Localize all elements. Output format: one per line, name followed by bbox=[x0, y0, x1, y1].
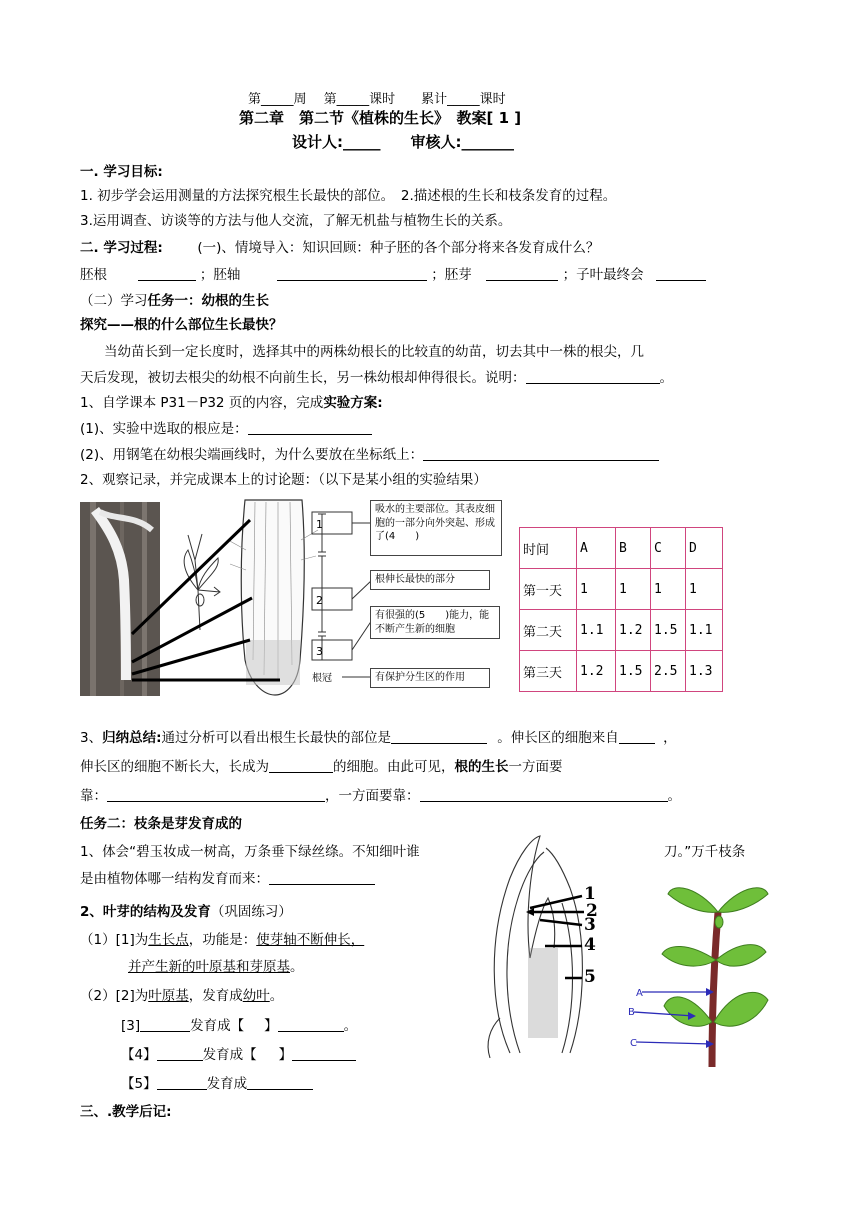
stem-label-a: A bbox=[636, 988, 643, 999]
question-2 bbox=[80, 443, 659, 463]
blank-reason-2[interactable] bbox=[420, 787, 668, 802]
summary-line-2 bbox=[80, 755, 563, 775]
root-cap-label: 根冠 bbox=[312, 673, 332, 684]
stem-diagram bbox=[628, 882, 788, 1072]
blank-q1[interactable] bbox=[248, 420, 372, 435]
task1-prefix: （二）学习 bbox=[80, 293, 148, 309]
table-header-cell: B bbox=[616, 528, 651, 569]
annotation-elongation-zone: 根伸长最快的部分 bbox=[370, 570, 490, 590]
label-ziye: ；子叶最终会 bbox=[562, 267, 644, 283]
annotation-meristem-zone: 有很强的(5 )能力，能不断产生新的细胞 bbox=[370, 606, 500, 639]
blank-4a[interactable] bbox=[157, 1046, 203, 1061]
process-line bbox=[80, 236, 599, 256]
blank-peigen[interactable] bbox=[138, 266, 196, 281]
bud-label-2: 2 bbox=[586, 901, 598, 921]
bud-heading bbox=[80, 900, 292, 920]
blank-reason-1[interactable] bbox=[107, 787, 325, 802]
bud-item-1 bbox=[80, 928, 364, 948]
blank-3b[interactable] bbox=[278, 1017, 344, 1032]
table-cell: 第二天 bbox=[520, 610, 577, 651]
line3c-text: 靠： bbox=[80, 788, 107, 804]
bud-label-5: 5 bbox=[584, 967, 596, 987]
answer-young-leaf: 幼叶 bbox=[242, 988, 270, 1004]
q2-text: (2)、用钢笔在幼根尖端画线时，为什么要放在坐标纸上： bbox=[80, 447, 424, 463]
table-cell: 1.2 bbox=[616, 610, 651, 651]
week-lesson-line: 第_____周 第_____课时 累计_____课时 bbox=[248, 92, 506, 107]
table-cell: 1.5 bbox=[616, 651, 651, 692]
l2c: ，发育成 bbox=[188, 988, 243, 1004]
table-cell: 1.5 bbox=[651, 610, 686, 651]
table-cell: 1 bbox=[651, 569, 686, 610]
answer-growth-point: 生长点 bbox=[148, 932, 189, 948]
step3-num: 3、 bbox=[80, 730, 103, 746]
bud-item-5 bbox=[121, 1072, 313, 1092]
line3b-bold: 根的生长 bbox=[454, 759, 509, 775]
table-row bbox=[520, 569, 723, 610]
task1-heading: 任务一：幼根的生长 bbox=[147, 293, 269, 309]
growth-table bbox=[519, 527, 723, 692]
step1-bold: 实验方案: bbox=[323, 395, 383, 411]
label-peigen: 胚根 bbox=[80, 267, 107, 283]
table-cell: 第一天 bbox=[520, 569, 577, 610]
label-peiya: ；胚芽 bbox=[431, 267, 472, 283]
goal-line-1: 1. 初步学会运用测量的方法探究根生长最快的部位。 2.描述根的生长和枝条发育的过程。 bbox=[80, 188, 617, 204]
answer-function: 使芽轴不断伸长， bbox=[256, 932, 365, 948]
seedling-sketch bbox=[184, 534, 220, 630]
task1-line bbox=[80, 289, 269, 309]
explore-heading: 探究——根的什么部位生长最快？ bbox=[80, 317, 283, 333]
bud-item-1-cont bbox=[128, 955, 304, 975]
stem-label-c: C bbox=[630, 1038, 637, 1049]
bud-item-2 bbox=[80, 984, 283, 1004]
step3-bold: 归纳总结: bbox=[102, 730, 162, 746]
l5b: 发育成 bbox=[206, 1076, 248, 1092]
summary-line-3 bbox=[80, 784, 681, 804]
blank-peiya[interactable] bbox=[486, 266, 558, 281]
comma: ， bbox=[663, 730, 677, 746]
blank-branch-origin[interactable] bbox=[269, 870, 375, 885]
question-1 bbox=[80, 417, 372, 437]
line3b-text-2: 的细胞。由此可见， bbox=[333, 759, 455, 775]
table-cell: 1.2 bbox=[577, 651, 616, 692]
paragraph-line-2: 天后发现，被切去根尖的幼根不向前生长，另一株幼根却伸得很长。说明： 。 bbox=[80, 370, 673, 386]
intro-text: (一)、情境导入：知识回顾：种子胚的各个部分将来各发育成什么？ bbox=[197, 240, 600, 256]
table-row bbox=[520, 651, 723, 692]
l1a: （1）[1]为 bbox=[80, 932, 149, 948]
branch-origin-line bbox=[80, 867, 375, 887]
answer-function-cont: 并产生新的叶原基和芽原基 bbox=[128, 959, 290, 975]
annotation-hair-zone: 吸水的主要部位。其表皮细胞的一部分向外突起、形成了(4 ) bbox=[370, 500, 502, 556]
zone-label-1: 1 bbox=[316, 518, 323, 531]
table-cell: 1 bbox=[616, 569, 651, 610]
bud-label-3: 3 bbox=[584, 915, 596, 935]
paragraph-line-1: 当幼苗长到一定长度时，选择其中的两株幼根长的比较直的幼苗，切去其中一株的根尖，几 bbox=[104, 344, 644, 360]
blank-q2[interactable] bbox=[423, 446, 659, 461]
l4a: 【4】 bbox=[121, 1047, 157, 1063]
l4b: 发育成【 bbox=[202, 1047, 257, 1063]
blank-5b[interactable] bbox=[247, 1075, 313, 1090]
table-cell: 1.3 bbox=[686, 651, 723, 692]
answer-leaf-primordium: 叶原基 bbox=[148, 988, 189, 1004]
line3c-period: 。 bbox=[667, 788, 681, 804]
bud-item-4 bbox=[121, 1043, 356, 1063]
l3a: [3] bbox=[121, 1018, 141, 1034]
section3-heading: 三、.教学后记: bbox=[80, 1104, 172, 1120]
label-peizhou: ；胚轴 bbox=[199, 267, 241, 283]
blank-cell-source[interactable] bbox=[619, 729, 655, 744]
l1c: ，功能是： bbox=[188, 932, 257, 948]
leaf-bud-diagram bbox=[470, 828, 630, 1068]
zone-label-2: 2 bbox=[316, 594, 323, 607]
table-header-row bbox=[520, 528, 723, 569]
l1f: 。 bbox=[290, 959, 304, 975]
blank-5a[interactable] bbox=[157, 1075, 207, 1090]
embryo-line bbox=[80, 263, 706, 283]
step2-line: 2、观察记录，并完成课本上的讨论题：（以下是某小组的实验结果） bbox=[80, 472, 487, 488]
table-row bbox=[520, 610, 723, 651]
blank-3a[interactable] bbox=[140, 1017, 190, 1032]
table-header-cell: A bbox=[577, 528, 616, 569]
bud-label-4: 4 bbox=[584, 935, 596, 955]
step3-text-2: 。伸长区的细胞来自 bbox=[497, 730, 619, 746]
stem-label-b: B bbox=[628, 1007, 635, 1018]
blank-fastest-part[interactable] bbox=[391, 729, 487, 744]
p2-text: 是由植物体哪一结构发育而来： bbox=[80, 871, 269, 887]
step1-line bbox=[80, 391, 383, 411]
blank-cell-type[interactable] bbox=[269, 758, 333, 773]
l3c: 】 bbox=[264, 1018, 278, 1034]
l4c: 】 bbox=[278, 1047, 293, 1063]
bud-heading-note: （巩固练习） bbox=[210, 904, 292, 920]
bud-item-3 bbox=[121, 1014, 357, 1034]
line3c-text-2: ，一方面要靠： bbox=[325, 788, 420, 804]
table-cell: 1 bbox=[577, 569, 616, 610]
table-header-cell: C bbox=[651, 528, 686, 569]
table-cell: 1 bbox=[686, 569, 723, 610]
task2-heading: 任务二：枝条是芽发育成的 bbox=[80, 816, 242, 832]
line3b-text-3: 一方面要 bbox=[508, 759, 563, 775]
l2e: 。 bbox=[269, 988, 284, 1004]
section2-heading: 二. 学习过程: bbox=[80, 240, 163, 256]
table-cell: 2.5 bbox=[651, 651, 686, 692]
table-header-cell: 时间 bbox=[520, 528, 577, 569]
blank-conclusion[interactable] bbox=[526, 369, 660, 384]
designer-line: 设计人:_____ 审核人:_______ bbox=[292, 133, 514, 151]
para2-text: 天后发现，被切去根尖的幼根不向前生长，另一株幼根却伸得很长。说明： bbox=[80, 370, 526, 386]
blank-4b[interactable] bbox=[292, 1046, 356, 1061]
bud-label-1: 1 bbox=[584, 884, 596, 904]
zone-label-3: 3 bbox=[316, 645, 323, 658]
table-cell: 1.1 bbox=[577, 610, 616, 651]
l3b: 发育成【 bbox=[190, 1018, 245, 1034]
goal-line-2: 3.运用调查、访谈等的方法与他人交流，了解无机盐与植物生长的关系。 bbox=[80, 213, 512, 229]
annotation-root-cap: 有保护分生区的作用 bbox=[370, 668, 490, 688]
page-title: 第二章 第二节《植株的生长》 教案[ 1 ] bbox=[239, 109, 522, 127]
step3-text: 通过分析可以看出根生长最快的部位是 bbox=[161, 730, 391, 746]
poem-line-right: 刀。”万千枝条 bbox=[664, 844, 746, 860]
blank-peizhou[interactable] bbox=[277, 266, 427, 281]
poem-line-left: 1、体会“碧玉妆成一树高，万条垂下绿丝绦。不知细叶谁 bbox=[80, 844, 420, 860]
l5a: 【5】 bbox=[121, 1076, 157, 1092]
blank-ziye[interactable] bbox=[656, 266, 706, 281]
step1-text: 1、自学课本 P31－P32 页的内容，完成 bbox=[80, 395, 324, 411]
table-header-cell: D bbox=[686, 528, 723, 569]
table-cell: 1.1 bbox=[686, 610, 723, 651]
table-cell: 第三天 bbox=[520, 651, 577, 692]
section1-heading: 一. 学习目标: bbox=[80, 164, 163, 180]
line3b-text: 伸长区的细胞不断长大，长成为 bbox=[80, 759, 269, 775]
l2a: （2）[2]为 bbox=[80, 988, 149, 1004]
q1-text: (1)、实验中选取的根应是： bbox=[80, 421, 248, 437]
l3d: 。 bbox=[343, 1018, 358, 1034]
summary-line-1 bbox=[80, 726, 677, 746]
bud-heading-bold: 2、叶芽的结构及发育 bbox=[80, 904, 211, 920]
